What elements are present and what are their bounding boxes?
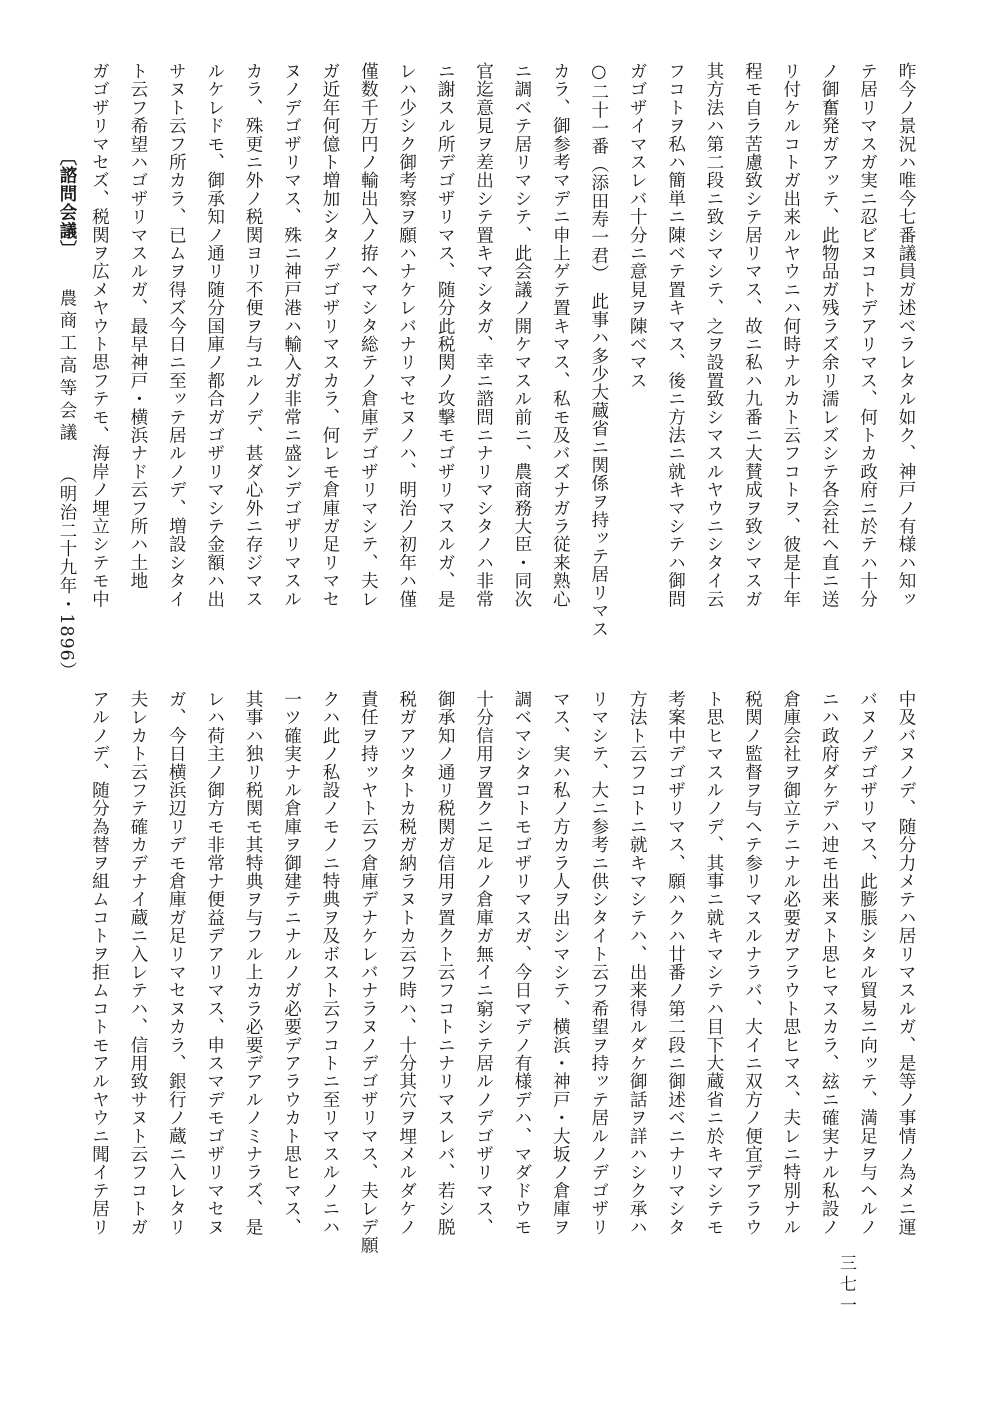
text-line: 方法ト云フコトニ就キマシテハ、出来得ルダケ御話ヲ詳ハシク承ハ <box>627 690 648 1236</box>
text-line: ガ近年何億ト増加シタノデゴザリマスカラ、何レモ倉庫ガ足リマセ <box>319 62 340 608</box>
text-line: 倉庫会社ヲ御立テニナル必要ガアラウト思ヒマス、夫レニ特別ナル <box>780 690 801 1236</box>
text-line: ガゴザイマスレバ十分ニ意見ヲ陳ベマス <box>627 62 648 390</box>
text-line: 御承知ノ通リ税関ガ信用ヲ置クト云フコトニナリマスレバ、若シ脱 <box>435 690 456 1236</box>
text-line: 昨今ノ景況ハ唯今七番議員ガ述ベラレタル如ク、神戸ノ有様ハ知ッ <box>896 62 916 608</box>
text-line: カラ、殊更ニ外ノ税関ヨリ不便ヲ与ユルノデ、甚ダ心外ニ存ジマス <box>243 62 264 608</box>
text-line: アルノデ、随分為替ヲ組ムコトヲ拒ムコトモアルヤウニ聞イテ居リ <box>89 690 110 1236</box>
text-line: リ付ケルコトガ出来ルヤウニハ何時ナルカト云フコトヲ、彼是十年 <box>780 62 801 608</box>
text-line: ト思ヒマスルノデ、其事ニ就キマシテハ目下大蔵省ニ於キマシテモ <box>703 690 724 1236</box>
text-line: 十分信用ヲ置クニ足ルノ倉庫ガ無イニ窮シテ居ルノデゴザリマス、 <box>473 690 494 1236</box>
lower-text-block <box>83 690 925 1280</box>
page-number: 三七一 <box>836 1254 856 1317</box>
text-line: 税関ノ監督ヲ与ヘテ参リマスルナラバ、大イニ双方ノ便宜デアラウ <box>742 690 763 1236</box>
text-line: 中及バヌノデ、随分力メテハ居リマスルガ、是等ノ事情ノ為メニ運 <box>896 690 916 1236</box>
text-line: 其方法ハ第二段ニ致シマシテ、之ヲ設置致シマスルヤウニシタイ云 <box>703 62 724 608</box>
text-line: リマシテ、大ニ参考ニ供シタイト云フ希望ヲ持ッテ居ルノデゴザリ <box>588 690 609 1236</box>
journal-title: 農商工高等会議 <box>56 288 76 446</box>
text-line: 官迄意見ヲ差出シテ置キマシタガ、幸ニ諮問ニナリマシタノハ非常 <box>473 62 494 608</box>
text-line: 其事ハ独リ税関モ其特典ヲ与フル上カラ必要デアルノミナラズ、是 <box>243 690 264 1236</box>
text-line: フコトヲ私ハ簡単ニ陳ベテ置キマス、後ニ方法ニ就キマシテハ御問 <box>665 62 686 608</box>
text-line: マス、実ハ私ノ方カラ人ヲ出シマシテ、横浜・神戸・大坂ノ倉庫ヲ <box>550 690 571 1236</box>
text-line: ト云フ希望ハゴザリマスルガ、最早神戸・横浜ナド云フ所ハ土地 <box>127 62 148 590</box>
text-line: 調ベマシタコトモゴザリマスガ、今日マデノ有様デハ、マダドウモ <box>511 690 532 1236</box>
text-line: ニハ政府ダケデハ迚モ出来ヌト思ヒマスカラ、玆ニ確実ナル私設ノ <box>819 690 840 1236</box>
text-line: 一ツ確実ナル倉庫ヲ御建テニナルノガ必要デアラウカト思ヒマス、 <box>281 690 302 1236</box>
text-line: 責任ヲ持ッヤト云フ倉庫デナケレバナラヌノデゴザリマス、夫レデ願 <box>358 690 379 1255</box>
text-line: ニ謝スル所デゴザリマス、随分此税関ノ攻撃モゴザリマスルガ、是 <box>435 62 456 608</box>
text-line: ガゴザリマセズ、税関ヲ広メヤウト思フテモ、海岸ノ埋立シテモ中 <box>89 62 110 608</box>
text-line: レハ少シク御考察ヲ願ハナケレバナリマセヌノハ、明治ノ初年ハ僅 <box>396 62 417 608</box>
text-line: ガ、今日横浜辺リデモ倉庫ガ足リマセヌカラ、銀行ノ蔵ニ入レタリ <box>166 690 187 1236</box>
text-line: バヌノデゴザリマス、此膨脹シタル貿易ニ向ッテ、満足ヲ与ヘルノ <box>857 690 878 1236</box>
text-line: レハ荷主ノ御方モ非常ナ便益デアリマス、申スマデモゴザリマセヌ <box>204 690 225 1236</box>
text-line: 考案中デゴザリマス、願ハクハ廿番ノ第二段ニ御述ベニナリマシタ <box>665 690 686 1236</box>
text-line: ニ調ベテ居リマシテ、此会議ノ開ケマスル前ニ、農商務大臣・同次 <box>511 62 532 608</box>
text-line: ○二十一番（添田寿一君） 此事ハ多少大蔵省ニ関係ヲ持ッテ居リマス <box>588 62 609 638</box>
text-line: 税ガアツタトカ税ガ納ラヌトカ云フ時ハ、十分其穴ヲ埋メルダケノ <box>396 690 417 1236</box>
section-tag: 〔諮問会議〕 <box>56 148 76 259</box>
text-line: ヌノデゴザリマス、殊ニ神戸港ハ輸入ガ非常ニ盛ンデゴザリマスル <box>281 62 302 608</box>
text-line: テ居リマスガ実ニ忍ビヌコトデアリマス、何トカ政府ニ於テハ十分 <box>857 62 878 608</box>
text-line: サヌト云フ所カラ、已ムヲ得ズ今日ニ至ッテ居ルノデ、増設シタイ <box>166 62 187 608</box>
text-line: 夫レカト云フテ確カデナイ蔵ニ入レテハ、信用致サヌト云フコトガ <box>127 690 148 1236</box>
text-line: カラ、御参考マデニ申上ゲテ置キマス、私モ及バズナガラ従来熟心 <box>550 62 571 608</box>
era-label: （明治二十九年・1896） <box>56 466 76 681</box>
text-line: 僅数千万円ノ輸出入ノ拵ヘマシタ総テノ倉庫デゴザリマシテ、夫レ <box>358 62 379 608</box>
text-line: ルケレドモ、御承知ノ通リ随分国庫ノ都合ガゴザリマシテ金額ハ出 <box>204 62 225 608</box>
text-line: ノ御奮発ガアッテ、此物品ガ残ラズ余リ濡レズシテ各会社ヘ直ニ送 <box>819 62 840 608</box>
running-head <box>54 148 79 680</box>
upper-text-block <box>85 62 925 642</box>
text-line: 程モ自ラ苦慮致シテ居リマス、故ニ私ハ九番ニ大賛成ヲ致シマスガ <box>742 62 763 608</box>
text-line: クハ此ノ私設ノモノニ特典ヲ及ボスト云フコトニ至リマスルノニハ <box>319 690 340 1236</box>
